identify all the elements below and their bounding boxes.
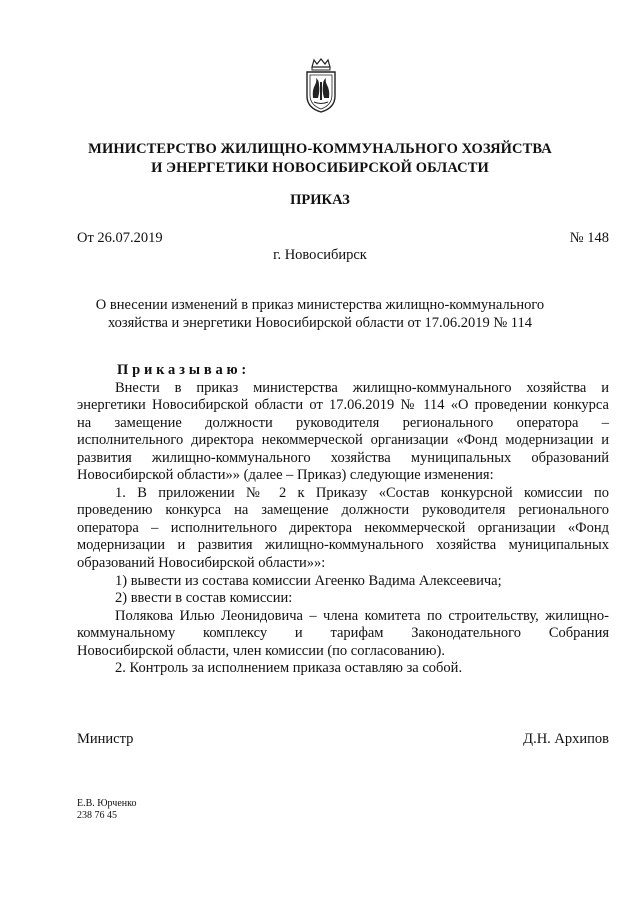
body-line: 2) ввести в состав комиссии: xyxy=(115,590,293,606)
signatory-name: Д.Н. Архипов xyxy=(523,731,609,747)
body-line: Внести в приказ министерства жилищно-коммунального хозяйства и xyxy=(115,380,609,396)
body-line: на замещение должности руководителя регионального оператора – xyxy=(77,415,609,431)
subject-line-1: О внесении изменений в приказ министерства жилищно-коммунального xyxy=(95,297,545,313)
coat-of-arms-icon xyxy=(300,58,342,114)
organization-name-line-2: И ЭНЕРГЕТИКИ НОВОСИБИРСКОЙ ОБЛАСТИ xyxy=(151,160,489,176)
document-type: ПРИКАЗ xyxy=(290,192,350,208)
body-line: Полякова Илью Леонидовича – члена комитета по строительству, жилищно- xyxy=(115,608,609,624)
body-line: исполнительного директора некоммерческой организации «Фонд модернизации и xyxy=(77,432,609,448)
prikazyvayu-heading: Приказываю: xyxy=(117,362,251,378)
body-line: 1) вывести из состава комиссии Агеенко Вадима Алексеевича; xyxy=(115,573,502,589)
body-line: развития жилищно-коммунального хозяйства муниципальных образований xyxy=(77,450,609,466)
body-line: Новосибирской области»» (далее – Приказ) следующие изменения: xyxy=(77,467,494,483)
body-line: коммунальному комплексу и тарифам Законодательного Собрания xyxy=(77,625,609,641)
signatory-position: Министр xyxy=(77,731,134,747)
body-line: Новосибирской области, член комиссии (по согласованию). xyxy=(77,643,445,659)
document-date: От 26.07.2019 xyxy=(77,230,163,246)
body-line: 2. Контроль за исполнением приказа оставляю за собой. xyxy=(115,660,463,676)
body-line: энергетики Новосибирской области от 17.06.2019 № 114 «О проведении конкурса xyxy=(77,397,609,413)
body-line: оператора – исполнительного директора некоммерческой организации «Фонд xyxy=(77,520,609,536)
body-line: проведению конкурса на замещение должности руководителя регионального xyxy=(77,502,609,518)
executor-name: Е.В. Юрченко xyxy=(77,798,137,809)
organization-name-line-1: МИНИСТЕРСТВО ЖИЛИЩНО-КОММУНАЛЬНОГО ХОЗЯЙСТВА xyxy=(88,141,552,157)
body-line: модернизации и развития жилищно-коммунального хозяйства муниципальных xyxy=(77,537,609,553)
body-line: 1. В приложении № 2 к Приказу «Состав конкурсной комиссии по xyxy=(115,485,609,501)
document-number: № 148 xyxy=(569,230,609,246)
subject-line-2: хозяйства и энергетики Новосибирской области от 17.06.2019 № 114 xyxy=(107,315,533,331)
executor-phone: 238 76 45 xyxy=(77,810,117,821)
body-line: образований Новосибирской области»»: xyxy=(77,555,326,571)
document-city: г. Новосибирск xyxy=(273,247,367,263)
